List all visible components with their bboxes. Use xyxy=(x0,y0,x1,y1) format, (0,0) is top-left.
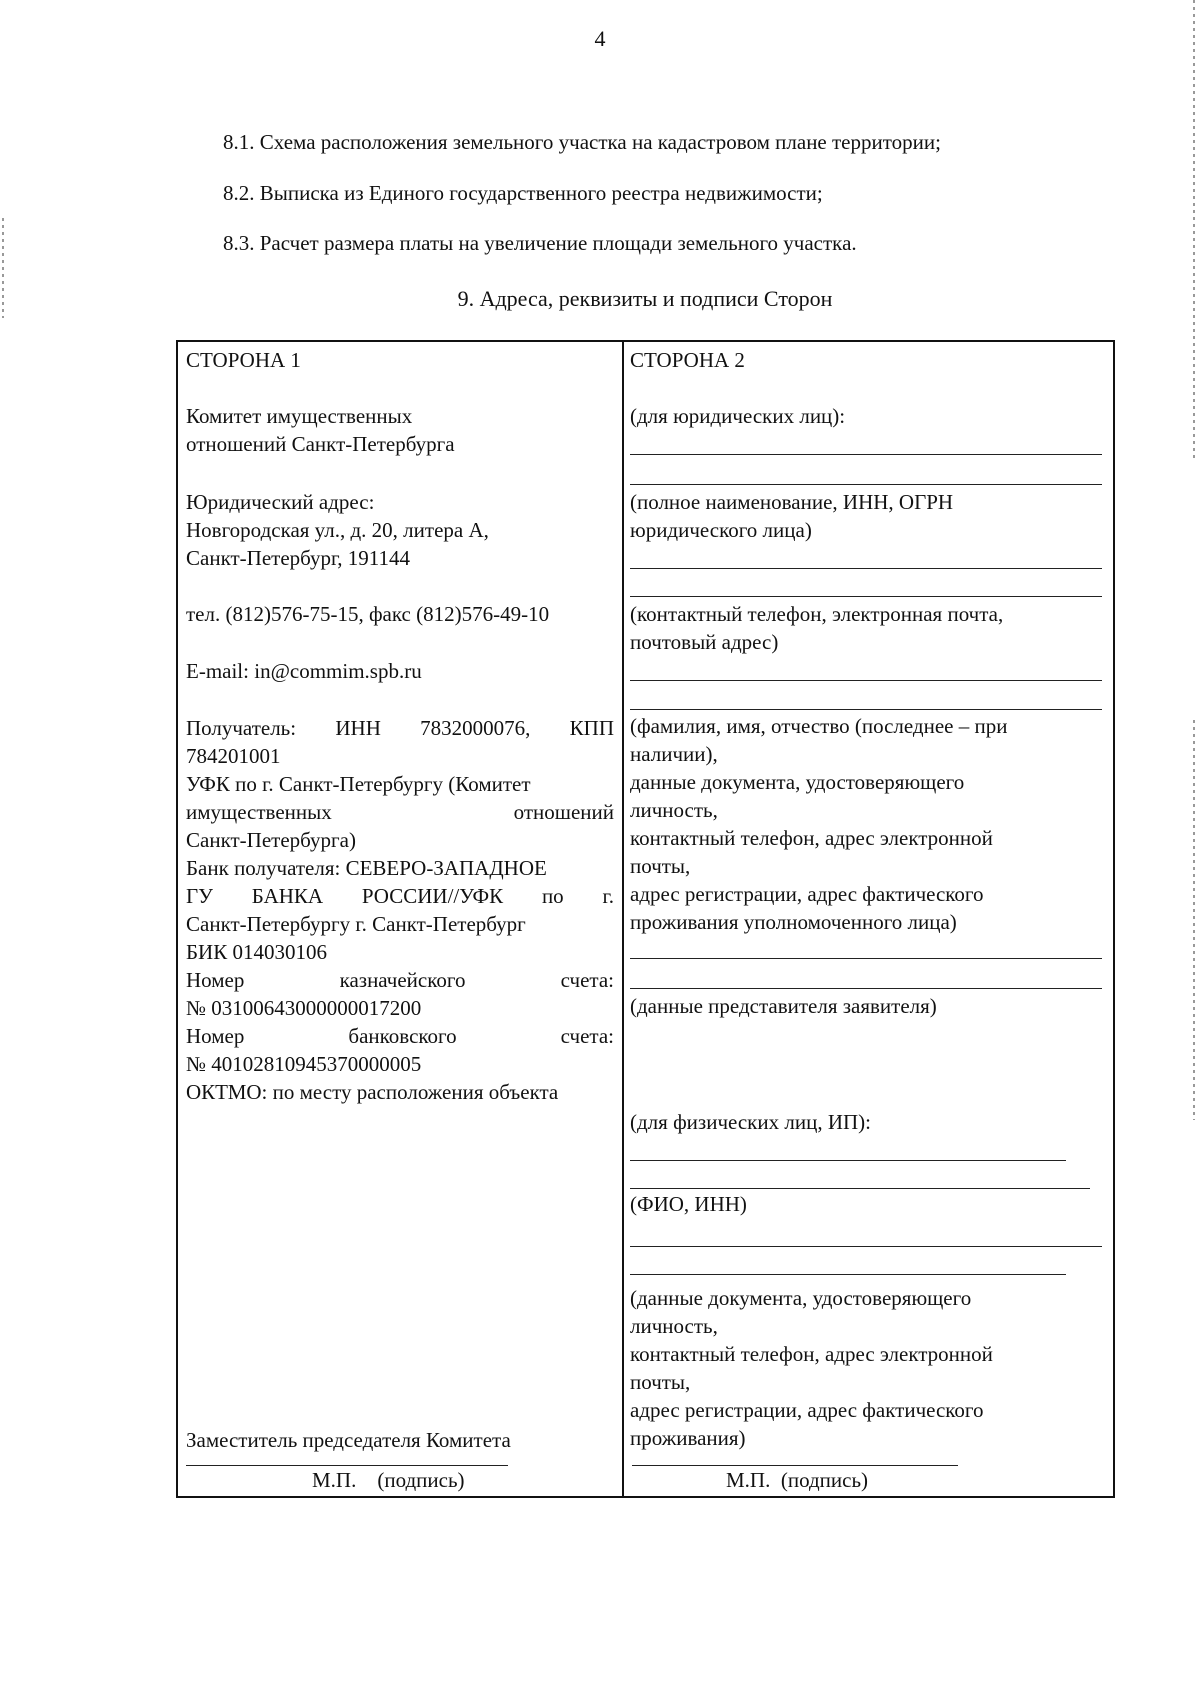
party1-recipient-a: Получатель: xyxy=(186,716,297,740)
party2-blank-line xyxy=(630,1188,1090,1189)
party2-individual-label: (для физических лиц, ИП): xyxy=(630,1110,871,1134)
party1-treasury-a: Номер xyxy=(186,968,245,992)
party1-bank-line2 xyxy=(186,882,614,910)
party1-address-line2: Санкт-Петербург, 191144 xyxy=(186,546,410,570)
party2-contacts-hint-1: (контактный телефон, электронная почта, xyxy=(630,602,1004,626)
party2-legal-name-hint-2: юридического лица) xyxy=(630,518,812,542)
party2-rep-hint-1: (фамилия, имя, отчество (последнее – при xyxy=(630,714,1008,738)
party2-applicant-rep-hint: (данные представителя заявителя) xyxy=(630,994,937,1018)
appendix-item-8-3: 8.3. Расчет размера платы на увеличение площади земельного участка. xyxy=(223,231,857,255)
party1-recipient-line xyxy=(186,714,614,742)
party2-stamp-sign: М.П. (подпись) xyxy=(726,1468,869,1492)
scan-edge-right-lower xyxy=(1193,720,1195,1120)
party1-bank-line3: Санкт-Петербургу г. Санкт-Петербург xyxy=(186,912,526,936)
party1-address-line1: Новгородская ул., д. 20, литера А, xyxy=(186,518,489,542)
party2-blank-line xyxy=(630,988,1102,989)
page-number: 4 xyxy=(594,26,606,51)
party2-rep-hint-5: контактный телефон, адрес электронной xyxy=(630,826,993,850)
party1-ufk-line2b: отношений xyxy=(513,800,614,824)
party2-rep-hint-6: почты, xyxy=(630,854,691,878)
party1-header: СТОРОНА 1 xyxy=(186,348,301,372)
party2-rep-hint-2: наличии), xyxy=(630,742,718,766)
party2-blank-line xyxy=(630,1274,1066,1275)
party1-ufk-line2a: имущественных xyxy=(186,800,332,824)
party1-bank-acc-number: № 40102810945370000005 xyxy=(186,1052,422,1076)
party2-doc-hint-1: (данные документа, удостоверяющего xyxy=(630,1286,972,1310)
party1-stamp-sign: М.П. (подпись) xyxy=(312,1468,465,1492)
party1-phone: тел. (812)576-75-15, факс (812)576-49-10 xyxy=(186,602,550,626)
party2-fio-hint: (ФИО, ИНН) xyxy=(630,1192,747,1216)
party1-bank-line2c: РОССИИ//УФК xyxy=(361,884,504,908)
party1-bik: БИК 014030106 xyxy=(186,940,327,964)
party1-name-line2: отношений Санкт-Петербурга xyxy=(186,432,455,456)
party1-bank-acc-b: банковского xyxy=(348,1024,457,1048)
parties-table xyxy=(176,340,1115,1498)
party2-blank-line xyxy=(630,596,1102,597)
party1-recipient-b: ИНН xyxy=(335,716,381,740)
party2-blank-line xyxy=(630,709,1102,710)
party2-blank-line xyxy=(630,454,1102,455)
party1-ufk-line1: УФК по г. Санкт-Петербургу (Комитет xyxy=(186,772,531,796)
party2-blank-line xyxy=(630,484,1102,485)
column-divider xyxy=(622,342,624,1496)
party1-treasury-number: № 03100643000000017200 xyxy=(186,996,422,1020)
party2-blank-line xyxy=(630,680,1102,681)
party1-bank-line2d: по xyxy=(541,884,564,908)
party2-rep-hint-7: адрес регистрации, адрес фактического xyxy=(630,882,984,906)
party1-bank-line2a: ГУ xyxy=(186,884,214,908)
party2-doc-hint-5: адрес регистрации, адрес фактического xyxy=(630,1398,984,1422)
party2-blank-line xyxy=(630,958,1102,959)
appendix-item-8-1: 8.1. Схема расположения земельного участка на кадастровом плане территории; xyxy=(223,130,941,154)
party1-oktmo: ОКТМО: по месту расположения объекта xyxy=(186,1080,559,1104)
party2-doc-hint-6: проживания) xyxy=(630,1426,746,1450)
party1-bank-line2e: г. xyxy=(602,884,614,908)
party2-contacts-hint-2: почтовый адрес) xyxy=(630,630,779,654)
party2-blank-line xyxy=(630,1160,1066,1161)
party2-header: СТОРОНА 2 xyxy=(630,348,745,372)
party1-bank-acc-a: Номер xyxy=(186,1024,245,1048)
party1-signatory: Заместитель председателя Комитета xyxy=(186,1428,511,1452)
appendix-item-8-2: 8.2. Выписка из Единого государственного реестра недвижимости; xyxy=(223,181,823,205)
party2-doc-hint-3: контактный телефон, адрес электронной xyxy=(630,1342,993,1366)
party2-blank-line xyxy=(630,1246,1102,1247)
section-title: 9. Адреса, реквизиты и подписи Сторон xyxy=(457,286,833,311)
party2-doc-hint-4: почты, xyxy=(630,1370,691,1394)
scan-edge-right xyxy=(1193,0,1195,460)
party1-treasury-c: счета: xyxy=(560,968,614,992)
party1-name-line1: Комитет имущественных xyxy=(186,404,413,428)
party1-bank-acc-c: счета: xyxy=(560,1024,614,1048)
party2-rep-hint-8: проживания уполномоченного лица) xyxy=(630,910,957,934)
party1-ufk-line3: Санкт-Петербурга) xyxy=(186,828,356,852)
party1-treasury-b: казначейского xyxy=(339,968,466,992)
party1-bank-acc-line xyxy=(186,1022,614,1050)
party2-legal-name-hint-1: (полное наименование, ИНН, ОГРН xyxy=(630,490,954,514)
party1-ufk-line2 xyxy=(186,798,614,826)
party1-bank-line2b: БАНКА xyxy=(251,884,324,908)
party2-doc-hint-2: личность, xyxy=(630,1314,718,1338)
party1-bank-line1: Банк получателя: СЕВЕРО-ЗАПАДНОЕ xyxy=(186,856,547,880)
party1-recipient-d: КПП xyxy=(569,716,614,740)
party1-kpp: 784201001 xyxy=(186,744,281,768)
party2-blank-line xyxy=(630,568,1102,569)
party1-recipient-c: 7832000076, xyxy=(420,716,531,740)
party2-legal-label: (для юридических лиц): xyxy=(630,404,846,428)
party1-column xyxy=(186,342,614,1496)
party1-treasury-line xyxy=(186,966,614,994)
party1-address-label: Юридический адрес: xyxy=(186,490,375,514)
party2-rep-hint-3: данные документа, удостоверяющего xyxy=(630,770,965,794)
party1-email: E-mail: in@commim.spb.ru xyxy=(186,659,422,683)
party2-column xyxy=(630,342,1106,1496)
party2-rep-hint-4: личность, xyxy=(630,798,718,822)
